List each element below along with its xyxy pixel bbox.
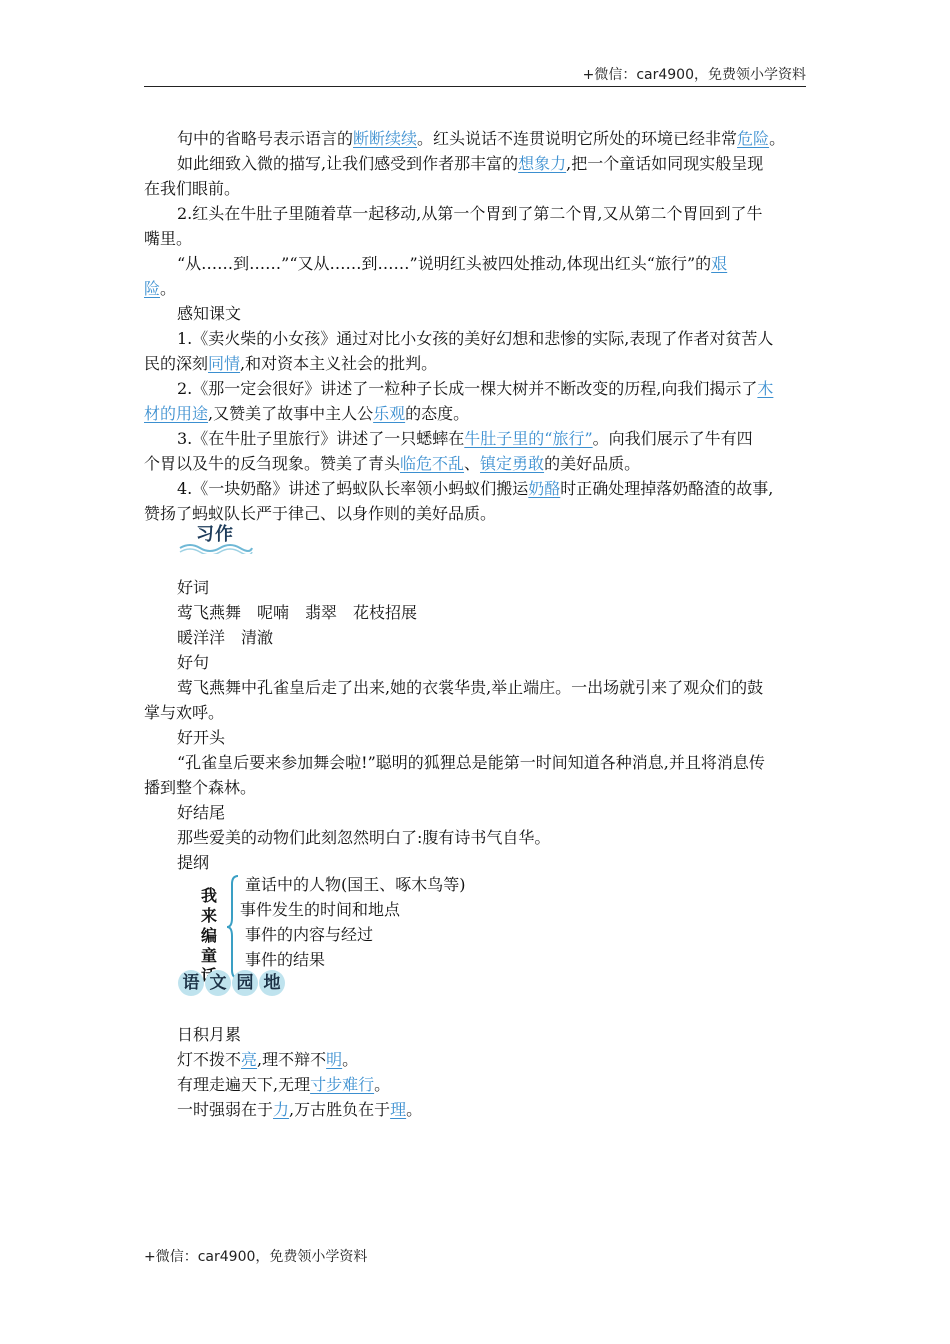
outline-item: 事件发生的时间和地点: [240, 900, 401, 919]
para-line: 4.《一块奶酪》讲述了蚂蚁队长率领小蚂蚁们搬运奶酪时正确处理掉落奶酪渣的故事,: [177, 479, 774, 498]
para-line: 如此细致入微的描写,让我们感受到作者那丰富的想象力,把一个童话如同现实般呈现: [177, 154, 764, 173]
answer-blank: 镇定勇敢: [480, 454, 545, 473]
para-line: “孔雀皇后要来参加舞会啦!”聪明的狐狸总是能第一时间知道各种消息,并且将消息传: [177, 753, 765, 772]
answer-blank: 乐观: [373, 404, 406, 423]
answer-blank: 想象力: [518, 154, 567, 173]
answer-blank: 亮: [241, 1050, 258, 1069]
section-title: 日积月累: [177, 1025, 242, 1044]
answer-blank: 艰: [711, 254, 728, 273]
para-line: 2.红头在牛肚子里随着草一起移动,从第一个胃到了第二个胃,又从第二个胃回到了牛: [177, 204, 763, 223]
brace-icon: [226, 874, 240, 980]
answer-blank: 危险: [737, 129, 770, 148]
answer-blank: 力: [273, 1100, 290, 1119]
para-line: 莺飞燕舞 呢喃 翡翠 花枝招展: [177, 603, 418, 622]
outline-item: 事件的内容与经过: [245, 925, 374, 944]
outline-title: 我 来 编 童: [200, 886, 217, 965]
para-line: 2.《那一定会很好》讲述了一粒种子长成一棵大树并不断改变的历程,向我们揭示了木: [177, 379, 774, 398]
section-title: 提纲: [177, 853, 210, 872]
xizuo-banner-title: 习作: [196, 524, 234, 545]
para-line: 句中的省略号表示语言的断断续续。红头说话不连贯说明它所处的环境已经非常危险。: [177, 129, 786, 148]
answer-blank: 断断续续: [353, 129, 418, 148]
para-line: 险。: [144, 279, 177, 298]
answer-blank: 材的用途: [144, 404, 209, 423]
para-line: 莺飞燕舞中孔雀皇后走了出来,她的衣裳华贵,举止端庄。一出场就引来了观众们的鼓: [177, 678, 764, 697]
page-footer: +微信：car4900，免费领小学资料: [144, 1249, 368, 1265]
para-line: 赞扬了蚂蚁队长严于律己、以身作则的美好品质。: [144, 504, 497, 523]
para-line: 灯不拨不亮,理不辩不明。: [177, 1050, 359, 1069]
section-title: 好开头: [177, 728, 226, 747]
para-line: 个胃以及牛的反刍现象。赞美了青头临危不乱、镇定勇敢的美好品质。: [144, 454, 641, 473]
section-title: 好句: [177, 653, 210, 672]
section-title: 好词: [177, 578, 210, 597]
para-line: 一时强弱在于力,万古胜负在于理。: [177, 1100, 423, 1119]
para-line: “从……到……”“又从……到……”说明红头被四处推动,体现出红头“旅行”的艰: [177, 254, 728, 273]
para-line: 3.《在牛肚子里旅行》讲述了一只蟋蟀在牛肚子里的“旅行”。向我们展示了牛有四: [177, 429, 753, 448]
answer-blank: 木: [757, 379, 774, 398]
para-line: 民的深刻同情,和对资本主义社会的批判。: [144, 354, 438, 373]
answer-blank: 险: [144, 279, 161, 298]
answer-blank: 奶酪: [528, 479, 561, 498]
outline-item: 童话中的人物(国王、啄木鸟等): [245, 875, 466, 894]
para-line: 在我们眼前。: [144, 179, 241, 198]
para-line: 嘴里。: [144, 229, 193, 248]
para-line: 掌与欢呼。: [144, 703, 225, 722]
answer-blank: 同情: [208, 354, 241, 373]
section-title: 好结尾: [177, 803, 226, 822]
header-divider: [144, 86, 806, 87]
para-line: 材的用途,又赞美了故事中主人公乐观的态度。: [144, 404, 470, 423]
answer-blank: 理: [390, 1100, 407, 1119]
answer-blank: 明: [326, 1050, 343, 1069]
wave-decoration-icon: [178, 542, 254, 554]
answer-blank: 临危不乱: [400, 454, 465, 473]
para-line: 1.《卖火柴的小女孩》通过对比小女孩的美好幻想和悲惨的实际,表现了作者对贫苦人: [177, 329, 774, 348]
para-line: 有理走遍天下,无理寸步难行。: [177, 1075, 391, 1094]
section-title: 感知课文: [177, 304, 242, 323]
para-line: 播到整个森林。: [144, 778, 257, 797]
ywyd-banner: 语 文 园 地: [178, 970, 286, 1000]
outline-item: 事件的结果: [245, 950, 326, 969]
para-line: 那些爱美的动物们此刻忽然明白了:腹有诗书气自华。: [177, 828, 551, 847]
para-line: 暖洋洋 清澈: [177, 628, 274, 647]
answer-blank: 寸步难行: [310, 1075, 375, 1094]
page-header: +微信：car4900，免费领小学资料: [582, 67, 806, 83]
answer-blank: 牛肚子里的“旅行”: [464, 429, 593, 448]
xizuo-banner: [178, 520, 254, 552]
